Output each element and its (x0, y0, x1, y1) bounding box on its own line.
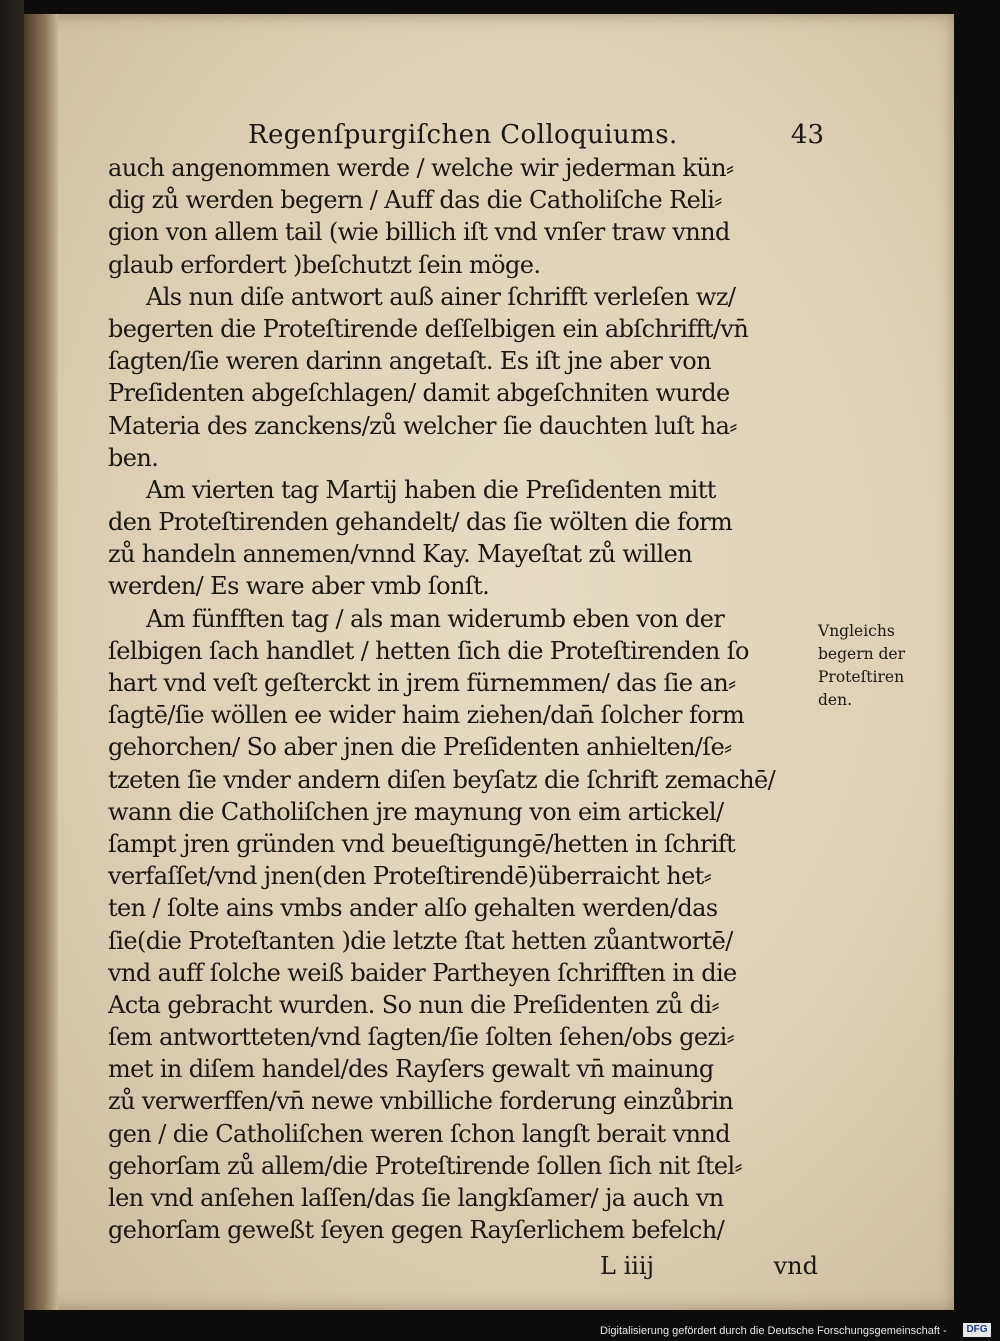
signature-mark: L iiij (600, 1252, 655, 1280)
text-line: gehorchen/ So aber jnen die Preſidenten anhielten/ſe⸗ (108, 733, 732, 762)
text-lines (108, 152, 818, 1246)
margin-note (818, 620, 938, 712)
text-line: ben. (108, 443, 159, 472)
text-line: Preſidenten abgeſchlagen/ damit abgeſchniten wurde (108, 379, 730, 408)
dfg-logo: DFG (963, 1323, 991, 1337)
text-line: auch angenommen werde / welche wir jederman kün⸗ (108, 154, 734, 182)
text-line: den Proteſtirenden gehandelt/ das ſie wölten die form (108, 508, 733, 537)
text-line: len vnd anſehen laſſen/das ſie langkſamer/ ja auch vn (108, 1184, 724, 1212)
text-line: met in diſem handel/des Rayſers gewalt vn̄ mainung (108, 1055, 714, 1084)
page-number: 43 (790, 120, 824, 150)
text-line: glaub erfordert )beſchutzt ſein möge. (108, 250, 541, 279)
text-line: Am vierten tag Martij haben die Preſidenten mitt (146, 475, 716, 504)
margin-note-line: begern der (818, 645, 906, 663)
digitization-credit: Digitalisierung gefördert durch die Deutsche Forschungsgemeinschaft - (600, 1325, 947, 1337)
margin-note-line: Vngleichs (818, 622, 895, 640)
text-line: Am fünfften tag / als man widerumb eben von der (146, 604, 725, 633)
running-head-title: Regenſpurgiſchen Colloquiums. (248, 120, 678, 150)
text-line: gen / die Catholiſchen weren ſchon langſt berait vnnd (108, 1119, 731, 1148)
text-line: begerten die Proteſtirende deſſelbigen ein abſchrifft/vn̄ (108, 314, 749, 343)
running-head (108, 118, 824, 152)
scan-background (954, 0, 1000, 1341)
text-line: vnd auff ſolche weiß baider Partheyen ſchrifften in die (108, 958, 737, 987)
margin-note-line: Proteſtiren (818, 668, 905, 686)
text-line: zů verwerffen/vn̄ newe vnbilliche forderung einzůbrin (108, 1087, 734, 1116)
page-footer (108, 1252, 818, 1288)
text-line: Acta gebracht wurden. So nun die Preſidenten zů di⸗ (108, 990, 719, 1019)
text-line: zů handeln annemen/vnnd Kay. Mayeſtat zů willen (108, 540, 693, 569)
page-text (108, 118, 824, 1246)
text-line: ſagten/ſie weren darinn angetaſt. Es iſt jne aber von (108, 347, 711, 376)
text-line: gehorſam geweßt ſeyen gegen Rayſerlichem befelch/ (108, 1216, 725, 1245)
text-line: werden/ Es ware aber vmb ſonſt. (108, 572, 490, 601)
page-gutter (24, 14, 58, 1310)
text-line: wann die Catholiſchen jre maynung von eim artickel/ (108, 797, 724, 826)
text-line: gehorſam zů allem/die Proteſtirende ſollen ſich nit ſtel⸗ (108, 1151, 742, 1180)
margin-note-line: den. (818, 691, 853, 709)
book-edge (0, 0, 24, 1341)
text-line: ſie(die Proteſtanten )die letzte ſtat hetten zůantwortē/ (108, 926, 733, 955)
text-line: ſagtē/ſie wöllen ee wider haim ziehen/dan̄ ſolcher form (108, 701, 745, 730)
text-line: verfaſſet/vnd jnen(den Proteſtirendē)überraicht het⸗ (108, 862, 712, 891)
text-line: tzeten ſie vnder andern diſen beyſatz die ſchrift zemachē/ (108, 765, 776, 794)
text-line: dig zů werden begern / Auff das die Catholiſche Reli⸗ (108, 186, 722, 215)
text-line: Materia des zanckens/zů welcher ſie dauchten luſt ha⸗ (108, 411, 737, 440)
text-line: gion von allem tail (wie billich iſt vnd vnſer traw vnnd (108, 218, 730, 247)
text-line: ſampt jren gründen vnd beueſtigungē/hetten in ſchrift (108, 829, 736, 858)
text-line: ſelbigen ſach handlet / hetten ſich die Proteſtirenden ſo (108, 636, 749, 665)
text-line: ſem antwortteten/vnd ſagten/ſie ſolten ſehen/obs gezi⸗ (108, 1023, 735, 1052)
text-line: hart vnd veſt geſterckt in jrem fürnemmen/ das ſie an⸗ (108, 669, 736, 697)
catchword: vnd (773, 1252, 818, 1280)
text-line: Als nun diſe antwort auß ainer ſchrifft verleſen wz/ (146, 282, 736, 311)
text-line: ten / ſolte ains vmbs ander alſo gehalten werden/das (108, 894, 718, 923)
